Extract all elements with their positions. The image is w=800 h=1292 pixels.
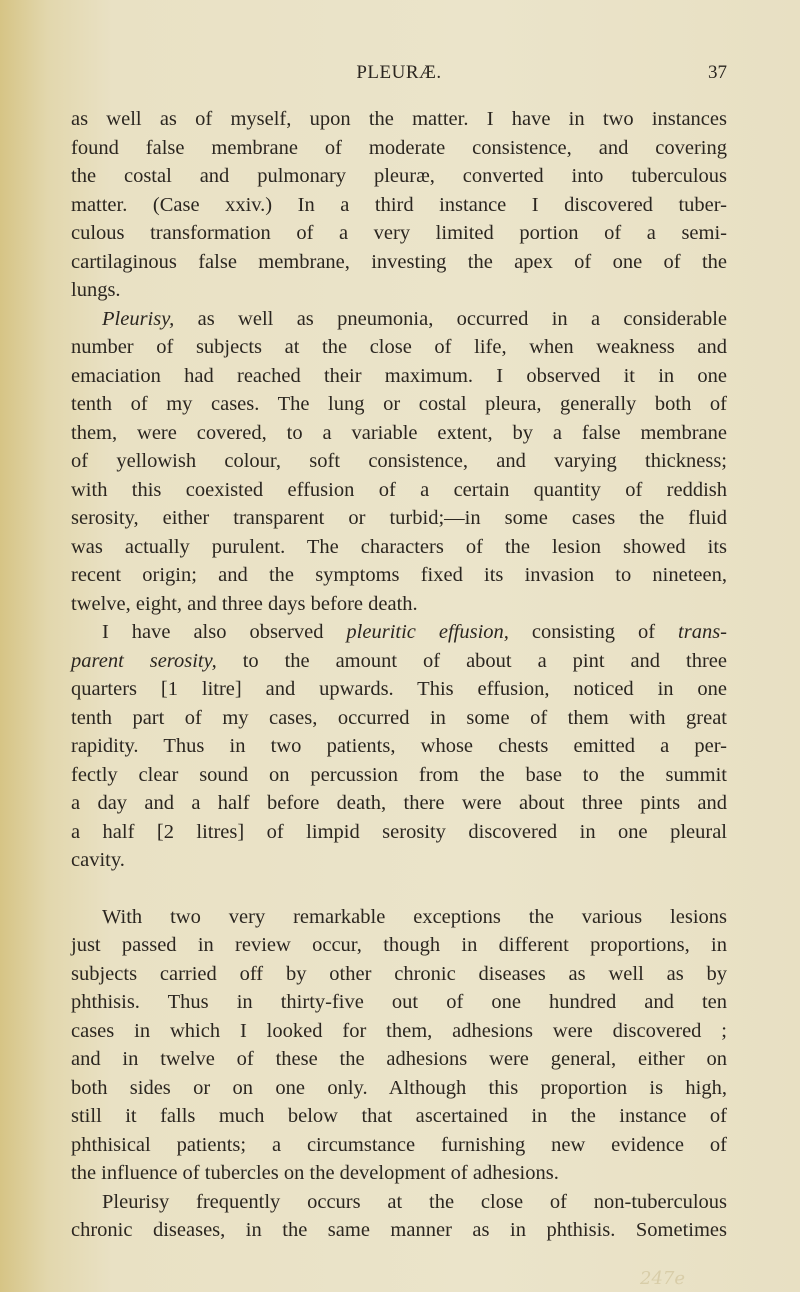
running-head <box>71 62 727 88</box>
text-segment: fectly clear sound on percussion from the base to the summit <box>71 763 727 786</box>
text-segment: as well as pneumonia, occurred in a considerable <box>174 307 727 330</box>
text-segment: With two very remarkable exceptions the various lesions <box>102 905 727 928</box>
body-text <box>71 105 727 1245</box>
text-segment: as well as of myself, upon the matter. I have in two instances <box>71 108 727 130</box>
text-line <box>71 305 727 334</box>
text-segment: phthisical patients; a circumstance furnishing new evidence of <box>71 1133 727 1156</box>
text-line <box>71 134 727 163</box>
text-line <box>71 846 727 875</box>
text-line <box>71 931 727 960</box>
text-segment: I have also observed <box>102 621 347 643</box>
text-line <box>71 105 727 134</box>
text-line <box>71 333 727 362</box>
text-line <box>71 504 727 533</box>
text-segment: cases in which I looked for them, adhesions were discovered ; <box>71 1019 727 1042</box>
italic-text: pleuritic effusion, <box>346 621 509 643</box>
text-segment: of yellowish colour, soft consistence, and varying thickness; <box>71 450 727 472</box>
text-line <box>71 903 727 932</box>
text-segment: them, were covered, to a variable extent, by a false membrane <box>71 421 727 444</box>
text-segment: cavity. <box>71 849 125 871</box>
text-segment: tenth part of my cases, occurred in some of them with great <box>71 706 727 729</box>
paragraph <box>71 105 727 305</box>
text-line <box>71 704 727 733</box>
page-number: 37 <box>708 62 727 83</box>
text-segment: still it falls much below that ascertained in the instance of <box>71 1105 727 1127</box>
text-segment: was actually purulent. The characters of the lesion showed its <box>71 535 727 558</box>
text-line <box>71 1017 727 1046</box>
text-line <box>71 276 727 305</box>
text-segment: twelve, eight, and three days before death. <box>71 592 418 615</box>
text-segment: quarters [1 litre] and upwards. This effusion, noticed in one <box>71 678 727 700</box>
text-segment: number of subjects at the close of life, when weakness and <box>71 336 727 358</box>
text-segment: chronic diseases, in the same manner as in phthisis. Sometimes <box>71 1219 727 1241</box>
text-segment: just passed in review occur, though in different proportions, in <box>71 934 727 956</box>
text-segment: to the amount of about a pint and three <box>216 649 727 672</box>
paragraph-gap <box>71 875 727 903</box>
text-line <box>71 988 727 1017</box>
text-segment: emaciation had reached their maximum. I observed it in one <box>71 364 727 387</box>
text-line <box>71 675 727 704</box>
text-line <box>71 1188 727 1217</box>
paragraph <box>71 305 727 619</box>
running-head-title: PLEURÆ. <box>356 62 442 83</box>
text-segment: lungs. <box>71 279 121 301</box>
text-line <box>71 1216 727 1245</box>
text-line <box>71 390 727 419</box>
handwritten-note: 247e <box>640 1268 686 1289</box>
text-line <box>71 732 727 761</box>
text-line <box>71 219 727 248</box>
italic-text: trans- <box>678 621 727 643</box>
text-segment: Pleurisy frequently occurs at the close of non-tuberculous <box>102 1190 727 1213</box>
text-line <box>71 1045 727 1074</box>
text-segment: the influence of tubercles on the development of adhesions. <box>71 1162 559 1184</box>
text-segment: both sides or on one only. Although this proportion is high, <box>71 1076 727 1099</box>
text-line <box>71 561 727 590</box>
text-segment: with this coexisted effusion of a certain quantity of reddish <box>71 478 727 501</box>
text-line <box>71 533 727 562</box>
text-line <box>71 362 727 391</box>
text-segment: consisting of <box>508 621 679 643</box>
text-line <box>71 789 727 818</box>
text-line <box>71 590 727 619</box>
text-segment: matter. (Case xxiv.) In a third instance I discovered tuber- <box>71 193 727 216</box>
text-segment: the costal and pulmonary pleuræ, converted into tuberculous <box>71 165 727 187</box>
text-line <box>71 447 727 476</box>
text-line <box>71 960 727 989</box>
text-line <box>71 1074 727 1103</box>
text-line <box>71 818 727 847</box>
text-line <box>71 618 727 647</box>
text-segment: and in twelve of these the adhesions were general, either on <box>71 1048 727 1070</box>
text-segment: rapidity. Thus in two patients, whose chests emitted a per- <box>71 735 727 757</box>
text-line <box>71 162 727 191</box>
text-segment: tenth of my cases. The lung or costal pleura, generally both of <box>71 393 727 415</box>
text-segment: phthisis. Thus in thirty-five out of one hundred and ten <box>71 991 727 1013</box>
text-segment: subjects carried off by other chronic diseases as well as by <box>71 962 727 985</box>
text-line <box>71 1131 727 1160</box>
paragraph <box>71 618 727 875</box>
paragraph <box>71 903 727 1188</box>
text-segment: serosity, either transparent or turbid;—in some cases the fluid <box>71 507 727 529</box>
italic-text: Pleurisy, <box>102 307 175 330</box>
text-line <box>71 1159 727 1188</box>
text-segment: recent origin; and the symptoms fixed its invasion to nineteen, <box>71 564 727 586</box>
text-line <box>71 1102 727 1131</box>
italic-text: parent serosity, <box>71 649 217 672</box>
text-line <box>71 761 727 790</box>
text-line <box>71 647 727 676</box>
text-segment: cartilaginous false membrane, investing the apex of one of the <box>71 250 727 273</box>
text-segment: a half [2 litres] of limpid serosity discovered in one pleural <box>71 820 727 843</box>
text-line <box>71 191 727 220</box>
paragraph <box>71 1188 727 1245</box>
text-line <box>71 419 727 448</box>
text-segment: culous transformation of a very limited portion of a semi- <box>71 222 727 244</box>
text-segment: a day and a half before death, there were about three pints and <box>71 792 727 814</box>
text-line <box>71 248 727 277</box>
text-line <box>71 476 727 505</box>
text-segment: found false membrane of moderate consistence, and covering <box>71 136 727 159</box>
